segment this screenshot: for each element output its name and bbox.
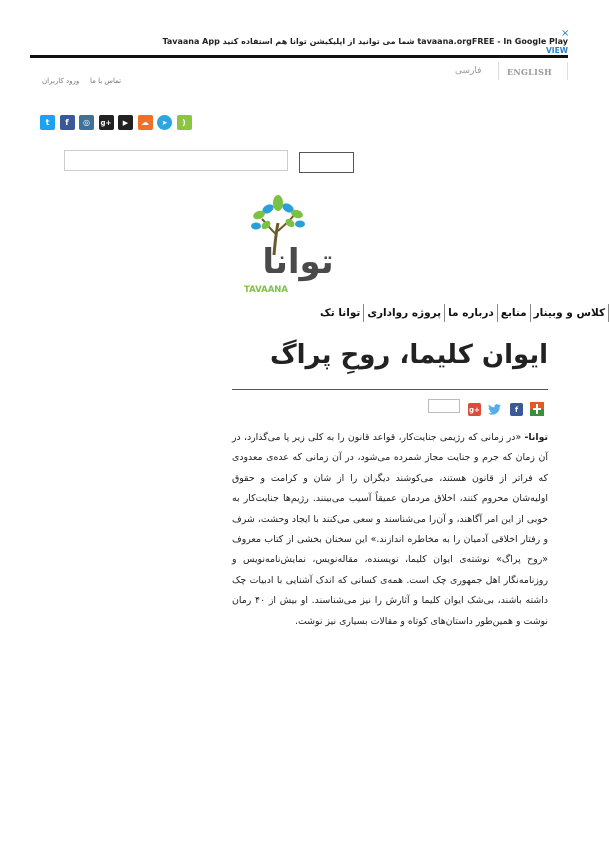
divider <box>498 62 499 80</box>
article-lead: توانا- <box>524 432 548 443</box>
article-text: «در زمانی که رژیمی جنایت‌کار، قواعد قانون را به کلی زیر پا می‌گذارد، در آن زمان که جرم و جنایت مجاز شمرده می‌شود، در آن زمانی که عده‌ی معدودی که فراتر از قانون هستند، می‌کوشند دیگران را از شان و کرامت و حقوق اولیه‌شان محروم کنند، اخلاق مردمان عمیقاً آسیب می‌بینند. رژیم‌ها جنایت‌کار به خوبی از این امر آگاهند، و آن‌را می‌شناسند و سعی می‌کنند با ایجاد وحشت، شرف و رفتار اخلاقی آدمیان را به مخاطره اندازند.» این سخنان بخشی از کتاب معروف «روح پراگ» نوشته‌ی ایوان کلیما، نویسنده، مقاله‌نویس، نمایش‌نامه‌نویس و روزنامه‌نگار اهل جمهوری چک است. همه‌ی کسانی که اندک آشنایی با ادبیات چک داشته باشند، بی‌شک ایوان کلیما و آثارش را نیز می‌شناسند. او بیش از ۴۰ رمان نوشت و همین‌طور داستان‌های کوتاه و مقالات بسیاری نیز نوشت. <box>232 432 548 627</box>
banner-view-link[interactable]: VIEW <box>546 46 568 55</box>
nav-item-resources[interactable]: منابع <box>500 307 527 319</box>
article-body <box>232 428 548 632</box>
instagram-icon[interactable]: ◎ <box>79 115 94 130</box>
divider <box>567 62 568 80</box>
tavaana-logo[interactable] <box>244 193 348 295</box>
share-count-box <box>428 399 460 413</box>
search-button[interactable] <box>299 152 354 173</box>
search-input[interactable] <box>64 150 288 171</box>
logo-latin-wordmark: TAVAANA <box>244 285 288 295</box>
twitter-share-icon[interactable] <box>488 403 501 416</box>
contact-us-link[interactable]: تماس با ما <box>90 77 122 85</box>
language-english-link[interactable]: ENGLISH <box>507 67 553 77</box>
banner-close-button[interactable]: × <box>561 28 570 39</box>
nav-divider <box>444 304 445 322</box>
nav-item-tolerance-project[interactable]: پروژه رواداری <box>367 307 442 319</box>
googleplus-icon[interactable]: g+ <box>99 115 114 130</box>
nav-divider <box>363 304 364 322</box>
language-farsi-link[interactable]: فارسی <box>455 66 482 76</box>
rss-icon[interactable]: ) <box>177 115 192 130</box>
header-divider <box>30 55 568 58</box>
article-title: ایوان کلیما، روحِ پراگ <box>270 340 548 370</box>
title-divider <box>232 389 548 390</box>
googleplus-share-icon[interactable]: g+ <box>468 403 481 416</box>
nav-item-tavaana-tech[interactable]: توانا تک <box>320 307 361 319</box>
share-more-icon[interactable] <box>530 402 544 416</box>
nav-item-classes-webinars[interactable]: کلاس و وبینار <box>533 307 606 319</box>
twitter-icon[interactable]: t <box>40 115 55 130</box>
nav-divider <box>497 304 498 322</box>
social-links <box>40 115 192 130</box>
youtube-icon[interactable]: ▶ <box>118 115 133 130</box>
nav-divider <box>530 304 531 322</box>
facebook-icon[interactable]: f <box>60 115 75 130</box>
facebook-share-icon[interactable]: f <box>510 403 523 416</box>
banner-app-promo: Tavaana App شما می توانید از اپلیکیشن توانا هم استفاده کنید tavaana.orgFREE - In Google Play <box>162 37 568 46</box>
nav-item-about[interactable]: درباره ما <box>448 307 494 319</box>
login-link[interactable]: ورود کاربران <box>42 77 80 85</box>
main-nav <box>317 303 609 323</box>
telegram-icon[interactable]: ➤ <box>157 115 172 130</box>
logo-wordmark: توانا <box>262 242 334 282</box>
soundcloud-icon[interactable]: ☁ <box>138 115 153 130</box>
